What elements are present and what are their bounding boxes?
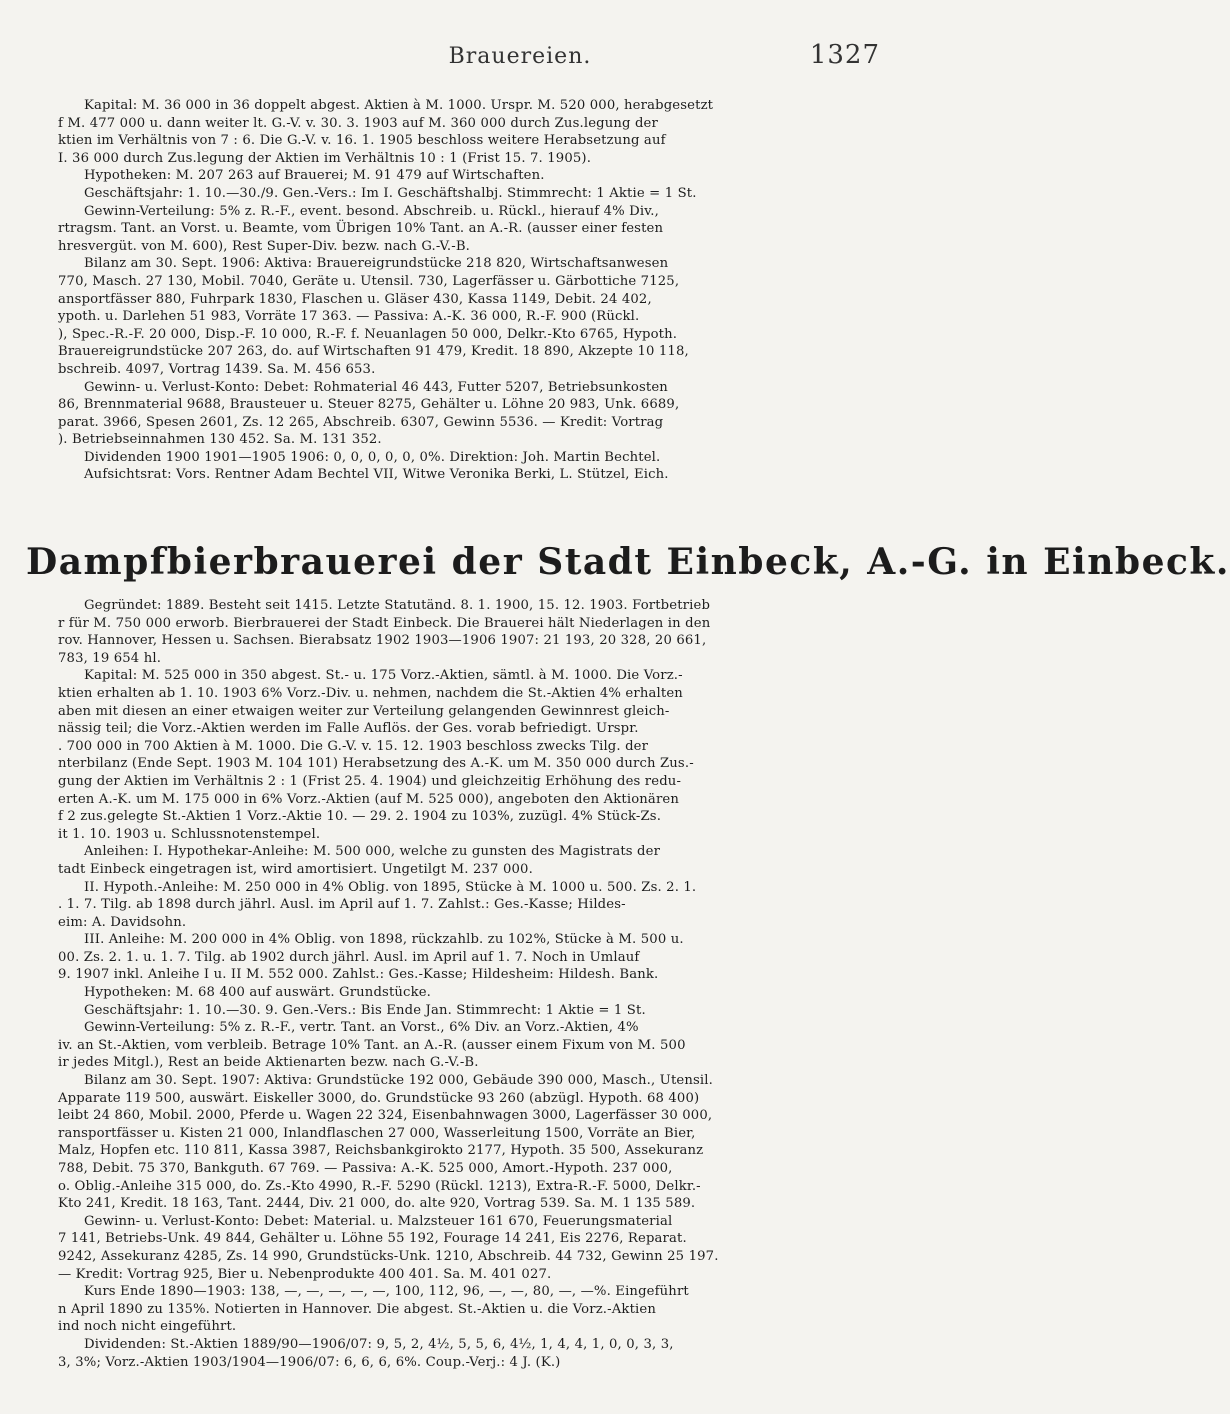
text-line: Kto 241, Kredit. 18 163, Tant. 2444, Div. 21 000, do. alte 920, Vortrag 539. Sa. M. 1 135 589. [58, 1196, 696, 1212]
text-line: — Kredit: Vortrag 925, Bier u. Nebenprodukte 400 401. Sa. M. 401 027. [58, 1266, 552, 1282]
text-line: Malz, Hopfen etc. 110 811, Kassa 3987, Reichsbankgirokto 2177, Hypoth. 35 500, Assekuranz [58, 1143, 704, 1159]
text-line: 00. Zs. 2. 1. u. 1. 7. Tilg. ab 1902 durch jährl. Ausl. im April auf 1. 7. Noch in Umlauf [58, 949, 640, 965]
running-title: Brauereien. [448, 44, 592, 69]
text-line: ansportfässer 880, Fuhrpark 1830, Flaschen u. Gläser 430, Kassa 1149, Debit. 24 402, [58, 291, 652, 307]
text-line: Bilanz am 30. Sept. 1907: Aktiva: Grundstücke 192 000, Gebäude 390 000, Masch., Utensil. [84, 1073, 713, 1089]
text-line: Bilanz am 30. Sept. 1906: Aktiva: Brauereigrundstücke 218 820, Wirtschaftsanwesen [84, 256, 669, 272]
text-line: Dividenden: St.-Aktien 1889/90—1906/07: 9, 5, 2, 4½, 5, 5, 6, 4½, 1, 4, 4, 1, 0, 0, 3, 3, [84, 1336, 674, 1352]
text-line: Apparate 119 500, auswärt. Eiskeller 3000, do. Grundstücke 93 260 (abzügl. Hypoth. 68 400) [58, 1090, 700, 1106]
text-line: r für M. 750 000 erworb. Bierbrauerei der Stadt Einbeck. Die Brauerei hält Niederlagen in den [58, 615, 711, 631]
text-line: rov. Hannover, Hessen u. Sachsen. Bierabsatz 1902 1903—1906 1907: 21 193, 20 328, 20 661, [58, 633, 707, 649]
text-line: Kurs Ende 1890—1903: 138, —, —, —, —, —, 100, 112, 96, —, —, 80, —, —%. Eingeführt [84, 1284, 689, 1300]
text-line: 7 141, Betriebs-Unk. 49 844, Gehälter u. Löhne 55 192, Fourage 14 241, Eis 2276, Reparat. [58, 1231, 687, 1247]
page-header [0, 40, 1000, 80]
text-line: Hypotheken: M. 207 263 auf Brauerei; M. 91 479 auf Wirtschaften. [84, 168, 545, 184]
text-line: ktien erhalten ab 1. 10. 1903 6% Vorz.-Div. u. nehmen, nachdem die St.-Aktien 4% erhalten [58, 685, 683, 701]
text-line: parat. 3966, Spesen 2601, Zs. 12 265, Abschreib. 6307, Gewinn 5536. — Kredit: Vortrag [58, 414, 664, 430]
text-line: ypoth. u. Darlehen 51 983, Vorräte 17 363. — Passiva: A.-K. 36 000, R.-F. 900 (Rückl. [58, 309, 640, 325]
section-einbeck [58, 597, 880, 1371]
text-line: Gegründet: 1889. Besteht seit 1415. Letzte Statutänd. 8. 1. 1900, 15. 12. 1903. Fortbetrieb [84, 598, 711, 613]
text-line: hresvergüt. von M. 600), Rest Super-Div. bezw. nach G.-V.-B. [58, 238, 471, 254]
text-line: . 700 000 in 700 Aktien à M. 1000. Die G.-V. v. 15. 12. 1903 beschloss zwecks Tilg. der [58, 738, 649, 754]
text-line: Aufsichtsrat: Vors. Rentner Adam Bechtel VII, Witwe Veronika Berki, L. Stützel, Eich. [84, 467, 669, 483]
text-line: nässig teil; die Vorz.-Aktien werden im Falle Auflös. der Ges. vorab befriedigt. Urspr. [58, 721, 639, 737]
text-line: Gewinn- u. Verlust-Konto: Debet: Material. u. Malzsteuer 161 670, Feuerungsmaterial [84, 1213, 673, 1229]
text-line: 783, 19 654 hl. [58, 650, 162, 666]
text-line: aben mit diesen an einer etwaigen weiter zur Verteilung gelangenden Gewinnrest gleich- [58, 703, 670, 719]
section-brauerei-bechtel [58, 97, 880, 484]
text-line: Geschäftsjahr: 1. 10.—30./9. Gen.-Vers.: Im I. Geschäftshalbj. Stimmrecht: 1 Aktie = 1 St. [84, 185, 697, 201]
text-line: 9. 1907 inkl. Anleihe I u. II M. 552 000. Zahlst.: Ges.-Kasse; Hildesheim: Hildesh. Bank. [58, 967, 659, 983]
text-line: ktien im Verhältnis von 7 : 6. Die G.-V. v. 16. 1. 1905 beschloss weitere Herabsetzung auf [58, 133, 666, 149]
page-number: 1327 [809, 40, 880, 70]
text-line: eim: A. Davidsohn. [58, 914, 187, 930]
text-line: tadt Einbeck eingetragen ist, wird amortisiert. Ungetilgt M. 237 000. [58, 861, 533, 877]
text-line: ir jedes Mitgl.), Rest an beide Aktienarten bezw. nach G.-V.-B. [58, 1055, 479, 1071]
text-line: 86, Brennmaterial 9688, Brausteuer u. Steuer 8275, Gehälter u. Löhne 20 983, Unk. 6689, [58, 397, 680, 413]
text-line: Geschäftsjahr: 1. 10.—30. 9. Gen.-Vers.: Bis Ende Jan. Stimmrecht: 1 Aktie = 1 St. [84, 1002, 646, 1018]
text-line: ind noch nicht eingeführt. [58, 1319, 237, 1335]
text-line: nterbilanz (Ende Sept. 1903 M. 104 101) Herabsetzung des A.-K. um M. 350 000 durch Zus.- [58, 756, 694, 772]
text-line: Hypotheken: M. 68 400 auf auswärt. Grundstücke. [84, 985, 432, 1001]
text-line: ). Betriebseinnahmen 130 452. Sa. M. 131 352. [58, 432, 382, 448]
text-line: ransportfässer u. Kisten 21 000, Inlandflaschen 27 000, Wasserleitung 1500, Vorräte an Bier, [58, 1125, 696, 1141]
text-line: f M. 477 000 u. dann weiter lt. G.-V. v. 30. 3. 1903 auf M. 360 000 durch Zus.legung der [58, 115, 658, 131]
text-line: Gewinn-Verteilung: 5% z. R.-F., event. besond. Abschreib. u. Rückl., hierauf 4% Div., [84, 203, 659, 219]
text-line: Gewinn-Verteilung: 5% z. R.-F., vertr. Tant. an Vorst., 6% Div. an Vorz.-Aktien, 4% [84, 1020, 639, 1036]
text-line: n April 1890 zu 135%. Notierten in Hannover. Die abgest. St.-Aktien u. die Vorz.-Aktien [58, 1301, 656, 1317]
text-line: f 2 zus.gelegte St.-Aktien 1 Vorz.-Aktie 10. — 29. 2. 1904 zu 103%, zuzügl. 4% Stück-Zs. [58, 809, 662, 825]
text-line: rtragsm. Tant. an Vorst. u. Beamte, vom Übrigen 10% Tant. an A.-R. (ausser einer festen [58, 221, 664, 237]
text-line: 3, 3%; Vorz.-Aktien 1903/1904—1906/07: 6, 6, 6, 6%. Coup.-Verj.: 4 J. (K.) [58, 1354, 561, 1370]
text-line: Kapital: M. 36 000 in 36 doppelt abgest. Aktien à M. 1000. Urspr. M. 520 000, herabgesetzt [84, 98, 714, 113]
text-line: . 1. 7. Tilg. ab 1898 durch jährl. Ausl. im April auf 1. 7. Zahlst.: Ges.-Kasse; Hildes- [58, 897, 626, 913]
text-line: 9242, Assekuranz 4285, Zs. 14 990, Grundstücks-Unk. 1210, Abschreib. 44 732, Gewinn 25 197. [58, 1248, 719, 1264]
text-line: Kapital: M. 525 000 in 350 abgest. St.- u. 175 Vorz.-Aktien, sämtl. à M. 1000. Die Vorz.- [84, 668, 683, 684]
text-line: II. Hypoth.-Anleihe: M. 250 000 in 4% Oblig. von 1895, Stücke à M. 1000 u. 500. Zs. 2. 1. [84, 879, 697, 895]
text-line: III. Anleihe: M. 200 000 in 4% Oblig. von 1898, rückzahlb. zu 102%, Stücke à M. 500 u. [84, 932, 684, 948]
company-title: Dampfbierbrauerei der Stadt Einbeck, A.-G. in Einbeck. [26, 541, 1230, 583]
text-line: Anleihen: I. Hypothekar-Anleihe: M. 500 000, welche zu gunsten des Magistrats der [84, 844, 661, 860]
text-line: gung der Aktien im Verhältnis 2 : 1 (Frist 25. 4. 1904) und gleichzeitig Erhöhung des redu- [58, 773, 682, 789]
text-line: bschreib. 4097, Vortrag 1439. Sa. M. 456 653. [58, 361, 376, 377]
text-line: it 1. 10. 1903 u. Schlussnotenstempel. [58, 826, 321, 842]
text-line: I. 36 000 durch Zus.legung der Aktien im Verhältnis 10 : 1 (Frist 15. 7. 1905). [58, 150, 592, 166]
text-line: iv. an St.-Aktien, vom verbleib. Betrage 10% Tant. an A.-R. (ausser einem Fixum von M. 500 [58, 1037, 686, 1053]
text-line: ), Spec.-R.-F. 20 000, Disp.-F. 10 000, R.-F. f. Neuanlagen 50 000, Delkr.-Kto 6765, Hypoth. [58, 326, 678, 342]
text-line: o. Oblig.-Anleihe 315 000, do. Zs.-Kto 4990, R.-F. 5290 (Rückl. 1213), Extra-R.-F. 5000, Delkr.- [58, 1178, 701, 1194]
text-line: Brauereigrundstücke 207 263, do. auf Wirtschaften 91 479, Kredit. 18 890, Akzepte 10 118, [58, 344, 689, 360]
text-line: 770, Masch. 27 130, Mobil. 7040, Geräte u. Utensil. 730, Lagerfässer u. Gärbottiche 7125, [58, 273, 680, 289]
text-line: erten A.-K. um M. 175 000 in 6% Vorz.-Aktien (auf M. 525 000), angeboten den Aktionären [58, 791, 679, 807]
text-line: Gewinn- u. Verlust-Konto: Debet: Rohmaterial 46 443, Futter 5207, Betriebsunkosten [84, 379, 668, 395]
text-line: 788, Debit. 75 370, Bankguth. 67 769. — Passiva: A.-K. 525 000, Amort.-Hypoth. 237 000, [58, 1161, 673, 1176]
text-line: leibt 24 860, Mobil. 2000, Pferde u. Wagen 22 324, Eisenbahnwagen 3000, Lagerfässer 30 000, [58, 1108, 713, 1124]
text-line: Dividenden 1900 1901—1905 1906: 0, 0, 0, 0, 0, 0%. Direktion: Joh. Martin Bechtel. [84, 449, 661, 465]
